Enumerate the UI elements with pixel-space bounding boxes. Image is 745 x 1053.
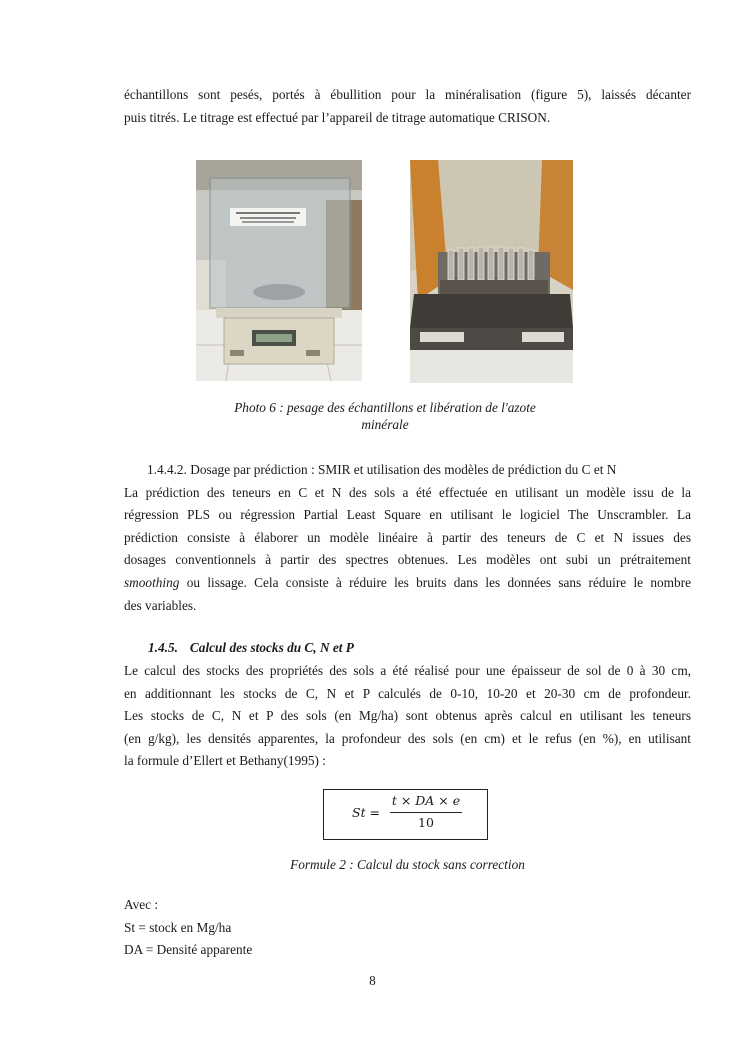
caption-line: Photo 6 : pesage des échantillons et libération de l'azote — [234, 400, 536, 415]
section-heading-145 — [148, 640, 354, 656]
text-line: Le calcul des stocks des propriétés des sols a été réalisé pour une épaisseur de sol de 0 à 30 cm, — [124, 663, 691, 678]
text-fragment: ou lissage. Cela consiste à réduire les bruits dans les données sans réduire le nombre — [179, 574, 691, 590]
kjeldatherm-image — [410, 160, 573, 383]
text-line: La prédiction des teneurs en C et N des sols a été effectuée en utilisant un modèle issu de la — [124, 484, 691, 500]
text-line: (en g/kg), les densités apparentes, la profondeur des sols (en cm) et le refus (en %), en utilisant — [124, 730, 691, 746]
caption-line: minérale — [361, 417, 409, 432]
section-title: 1.4.4.2. Dosage par prédiction : SMIR et utilisation des modèles de prédiction du C et N — [147, 462, 617, 477]
definitions — [124, 894, 691, 962]
formula-box — [323, 789, 488, 840]
text-line: dosages conventionnels à partir des spectres obtenues. Les modèles ont subi un prétraitement — [124, 552, 691, 568]
section-1442 — [124, 459, 691, 617]
text-line: des variables. — [124, 597, 197, 613]
photo-caption — [160, 399, 610, 433]
page-number: 8 — [369, 973, 376, 988]
section-number: 1.4.5. — [148, 640, 178, 655]
formula-caption: Formule 2 : Calcul du stock sans correction — [290, 857, 525, 872]
text-line: échantillons sont pesés, portés à ébullition pour la minéralisation (figure 5), laissés décanter — [124, 87, 691, 102]
text-line — [124, 572, 691, 595]
photo-kjeldatherm — [410, 160, 573, 383]
formula-denominator: 10 — [418, 815, 434, 830]
balance-image — [196, 160, 362, 381]
formula-lhs: St = — [352, 805, 381, 820]
text-line: puis titrés. Le titrage est effectué par l’appareil de titrage automatique CRISON. — [124, 109, 551, 125]
text-line: prédiction consiste à élaborer un modèle linéaire à partir des teneurs de C et N issues des — [124, 529, 691, 545]
fraction-bar — [390, 812, 462, 813]
text-line: régression PLS ou régression Partial Least Square en utilisant le logiciel The Unscrambler. La — [124, 507, 691, 523]
text-line: la formule d’Ellert et Bethany(1995) : — [124, 753, 326, 769]
definition-item: DA = Densité apparente — [124, 942, 253, 958]
photo-balance — [196, 160, 362, 381]
section-title: Calcul des stocks du C, N et P — [189, 640, 354, 655]
definition-item: St = stock en Mg/ha — [124, 919, 232, 935]
section-145-paragraph — [124, 660, 691, 773]
text-line: en additionnant les stocks de C, N et P calculés de 0-10, 10-20 et 20-30 cm de profondeur. — [124, 685, 691, 701]
definitions-intro: Avec : — [124, 897, 159, 912]
formula-numerator: t × DA × e — [391, 793, 461, 808]
intro-paragraph — [124, 84, 691, 129]
italic-term: smoothing — [124, 574, 180, 590]
text-line: Les stocks de C, N et P des sols (en Mg/ha) sont obtenus après calcul en utilisant les teneurs — [124, 708, 691, 724]
